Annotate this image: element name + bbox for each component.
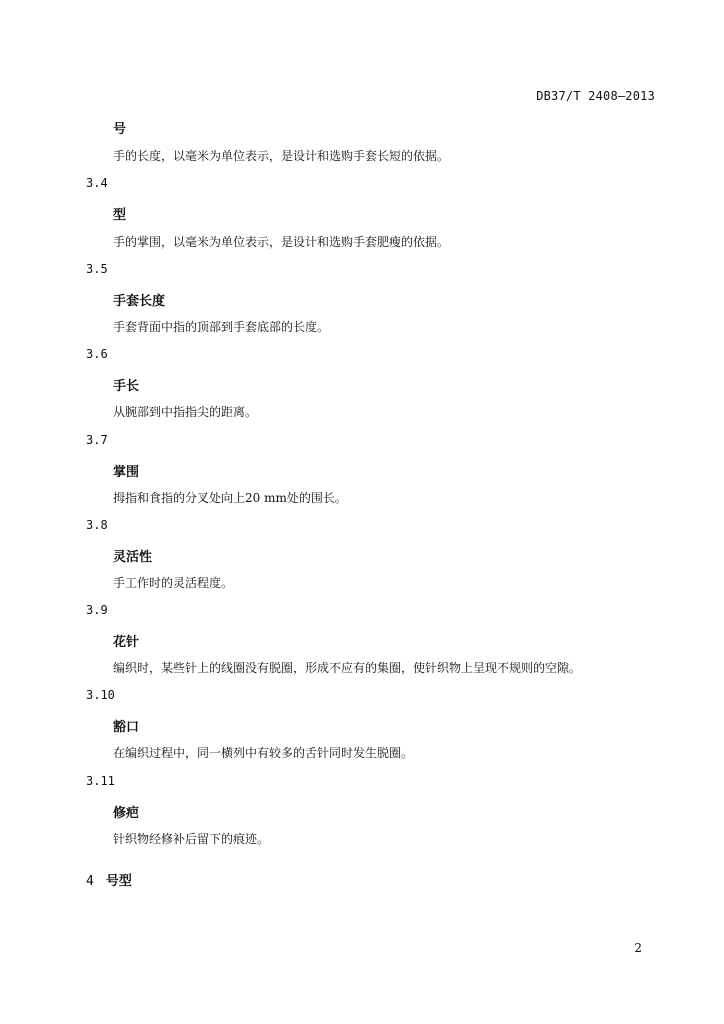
standard-code: DB37/T 2408—2013: [536, 89, 655, 103]
page-number: 2: [634, 941, 642, 955]
term-definition-3-10: 在编织过程中，同一横列中有较多的舌针同时发生脱圈。: [113, 746, 414, 760]
term-number-3-4: 3.4: [86, 176, 108, 190]
term-name-3-9: 花针: [113, 635, 140, 650]
term-number-3-7: 3.7: [86, 433, 108, 447]
term-name-3-6: 手长: [113, 379, 140, 394]
term-number-3-10: 3.10: [86, 688, 115, 702]
term-name-hao: 号: [113, 122, 127, 137]
term-number-3-8: 3.8: [86, 518, 108, 532]
term-definition-3-4: 手的掌围，以毫米为单位表示，是设计和选购手套肥瘦的依据。: [113, 235, 450, 249]
term-name-3-4: 型: [113, 208, 127, 223]
term-definition-hao: 手的长度，以毫米为单位表示，是设计和选购手套长短的依据。: [113, 149, 450, 163]
term-definition-3-11: 针织物经修补后留下的痕迹。: [113, 832, 270, 846]
term-definition-3-7: 拇指和食指的分叉处向上20 mm处的围长。: [113, 491, 347, 505]
term-definition-3-6: 从腕部到中指指尖的距离。: [113, 405, 258, 419]
term-name-3-5: 手套长度: [113, 294, 166, 309]
term-name-3-8: 灵活性: [113, 550, 153, 565]
term-number-3-11: 3.11: [86, 774, 115, 788]
section-number: 4: [86, 874, 94, 889]
term-number-3-6: 3.6: [86, 347, 108, 361]
term-number-3-9: 3.9: [86, 603, 108, 617]
section-heading-4: [86, 870, 132, 889]
term-definition-3-8: 手工作时的灵活程度。: [113, 576, 234, 590]
section-title: 号型: [105, 874, 132, 889]
term-definition-3-9: 编织时，某些针上的线圈没有脱圈，形成不应有的集圈，使针织物上呈现不规则的空隙。: [113, 661, 582, 675]
term-name-3-10: 豁口: [113, 720, 140, 735]
term-definition-3-5: 手套背面中指的顶部到手套底部的长度。: [113, 320, 330, 334]
term-number-3-5: 3.5: [86, 262, 108, 276]
term-name-3-7: 掌围: [113, 465, 140, 480]
term-name-3-11: 修疤: [113, 806, 140, 821]
